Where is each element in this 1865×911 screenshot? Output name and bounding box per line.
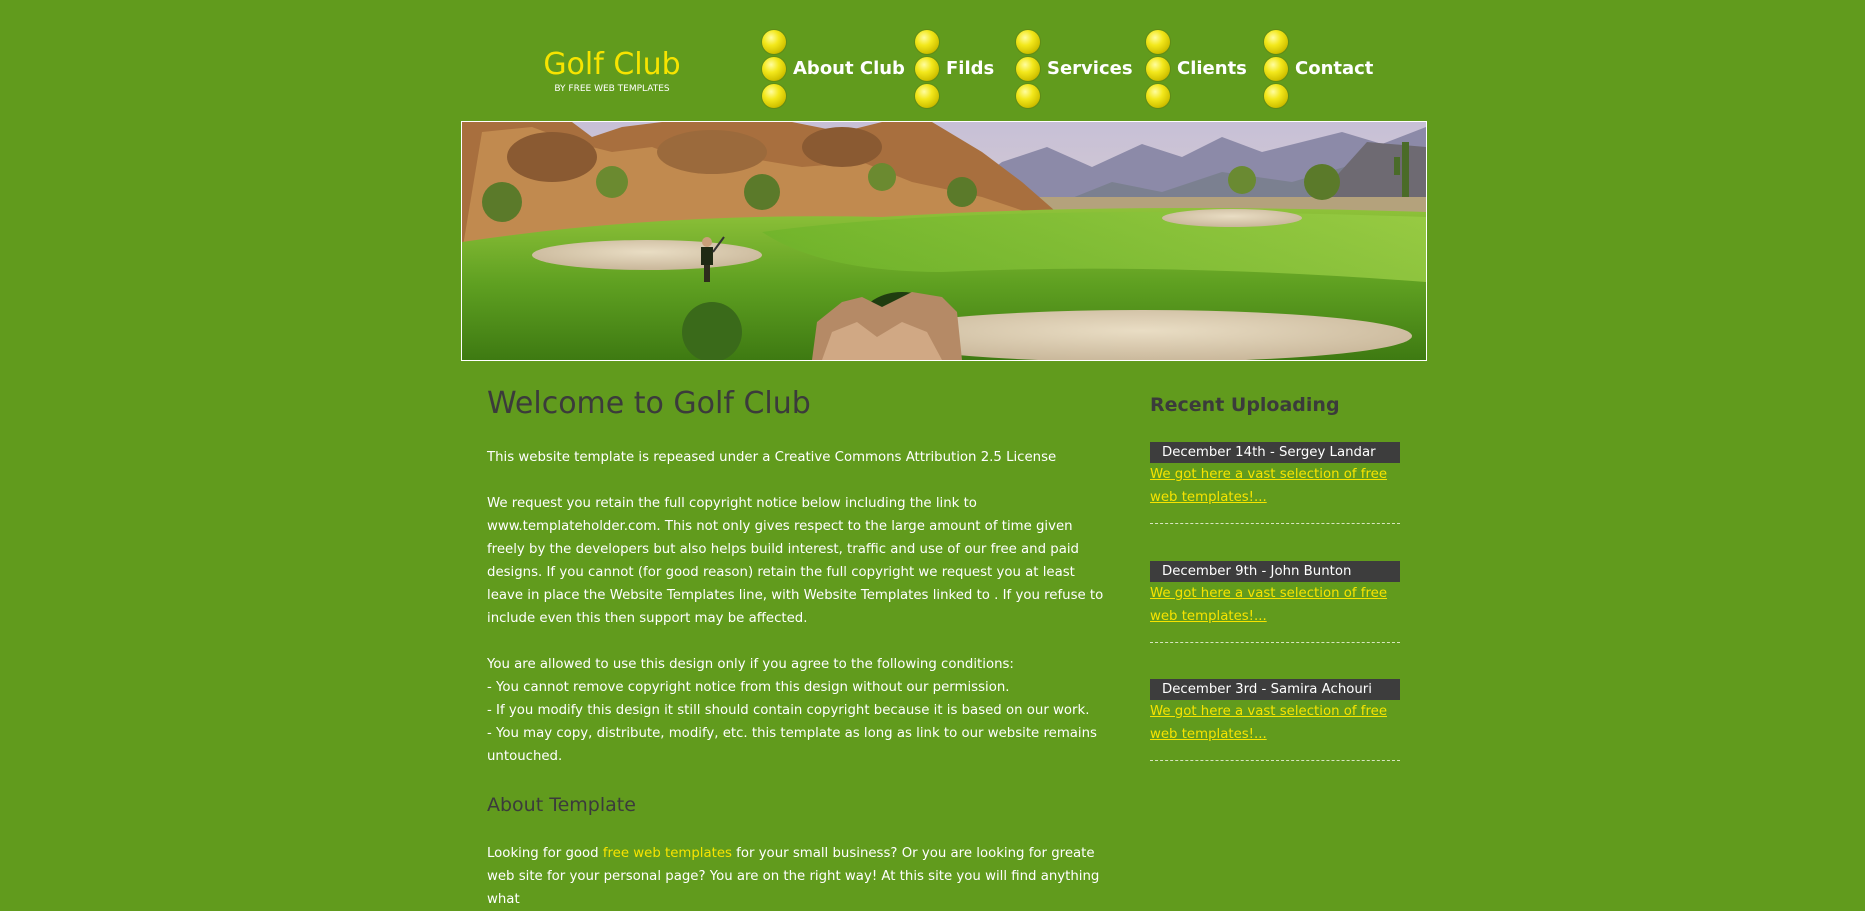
nav-label[interactable]: Clients: [1177, 58, 1247, 79]
post-date-author: December 3rd - Samira Achouri: [1150, 679, 1400, 700]
logo[interactable]: [530, 46, 694, 96]
golf-course-icon: [462, 122, 1426, 360]
post-divider: [1150, 760, 1400, 761]
about-template-heading: About Template: [487, 794, 636, 816]
post-date-author: December 14th - Sergey Landar: [1150, 442, 1400, 463]
post-link[interactable]: We got here a vast selection of free web templates!...: [1150, 704, 1387, 742]
nav-bullet-icon: [1264, 30, 1290, 108]
nav-label[interactable]: Contact: [1295, 58, 1374, 79]
nav-bullet-icon: [1146, 30, 1172, 108]
conditions-list: [487, 653, 1107, 768]
nav-label[interactable]: Services: [1047, 58, 1133, 79]
nav-label[interactable]: Filds: [946, 58, 995, 79]
post-date-author: December 9th - John Bunton: [1150, 561, 1400, 582]
condition-item: - If you modify this design it still should contain copyright because it is based on our work.: [487, 703, 1090, 718]
nav-bullet-icon: [762, 30, 788, 108]
main-content: [487, 380, 1107, 907]
sidebar: [1150, 390, 1400, 742]
about-template-text: [487, 842, 1107, 911]
page-title: Welcome to Golf Club: [487, 386, 811, 421]
license-text: This website template is repeased under a Creative Commons Attribution 2.5 License: [487, 450, 1057, 465]
copyright-request-text: We request you retain the full copyright notice below including the link to www.templateholder.com. This not only gives respect to the large amount of time given freely by the developers but also helps build interest, traffic and use of our free and paid designs. If you cannot (for good reason) retain the full copyright we request you at least leave in place the Website Templates line, with Website Templates linked to . If you refuse to include even this then support may be affected.: [487, 496, 1104, 626]
nav-label[interactable]: About Club: [793, 58, 905, 79]
conditions-intro: You are allowed to use this design only if you agree to the following conditions:: [487, 657, 1014, 672]
post-link[interactable]: We got here a vast selection of free web templates!...: [1150, 586, 1387, 624]
nav-bullet-icon: [1016, 30, 1042, 108]
site-title[interactable]: Golf Club: [543, 47, 681, 82]
recent-post: [1150, 679, 1400, 761]
post-divider: [1150, 523, 1400, 524]
looking-text-after: for your small business? Or you are looking for greate web site for your personal page? You are on the right way! At this site you will find anything what: [487, 846, 1100, 907]
site-subtitle: BY FREE WEB TEMPLATES: [554, 84, 670, 94]
post-link[interactable]: We got here a vast selection of free web templates!...: [1150, 467, 1387, 505]
condition-item: - You may copy, distribute, modify, etc. this template as long as link to our website remains untouched.: [487, 726, 1097, 764]
recent-post: [1150, 561, 1400, 643]
recent-post: [1150, 442, 1400, 524]
banner-image: [461, 121, 1427, 361]
condition-item: - You cannot remove copyright notice from this design without our permission.: [487, 680, 1010, 695]
nav-bullet-icon: [915, 30, 941, 108]
free-web-templates-link[interactable]: free web templates: [602, 846, 732, 861]
post-divider: [1150, 642, 1400, 643]
looking-text-before: Looking for good: [487, 846, 603, 861]
recent-uploading-heading: Recent Uploading: [1150, 394, 1340, 416]
